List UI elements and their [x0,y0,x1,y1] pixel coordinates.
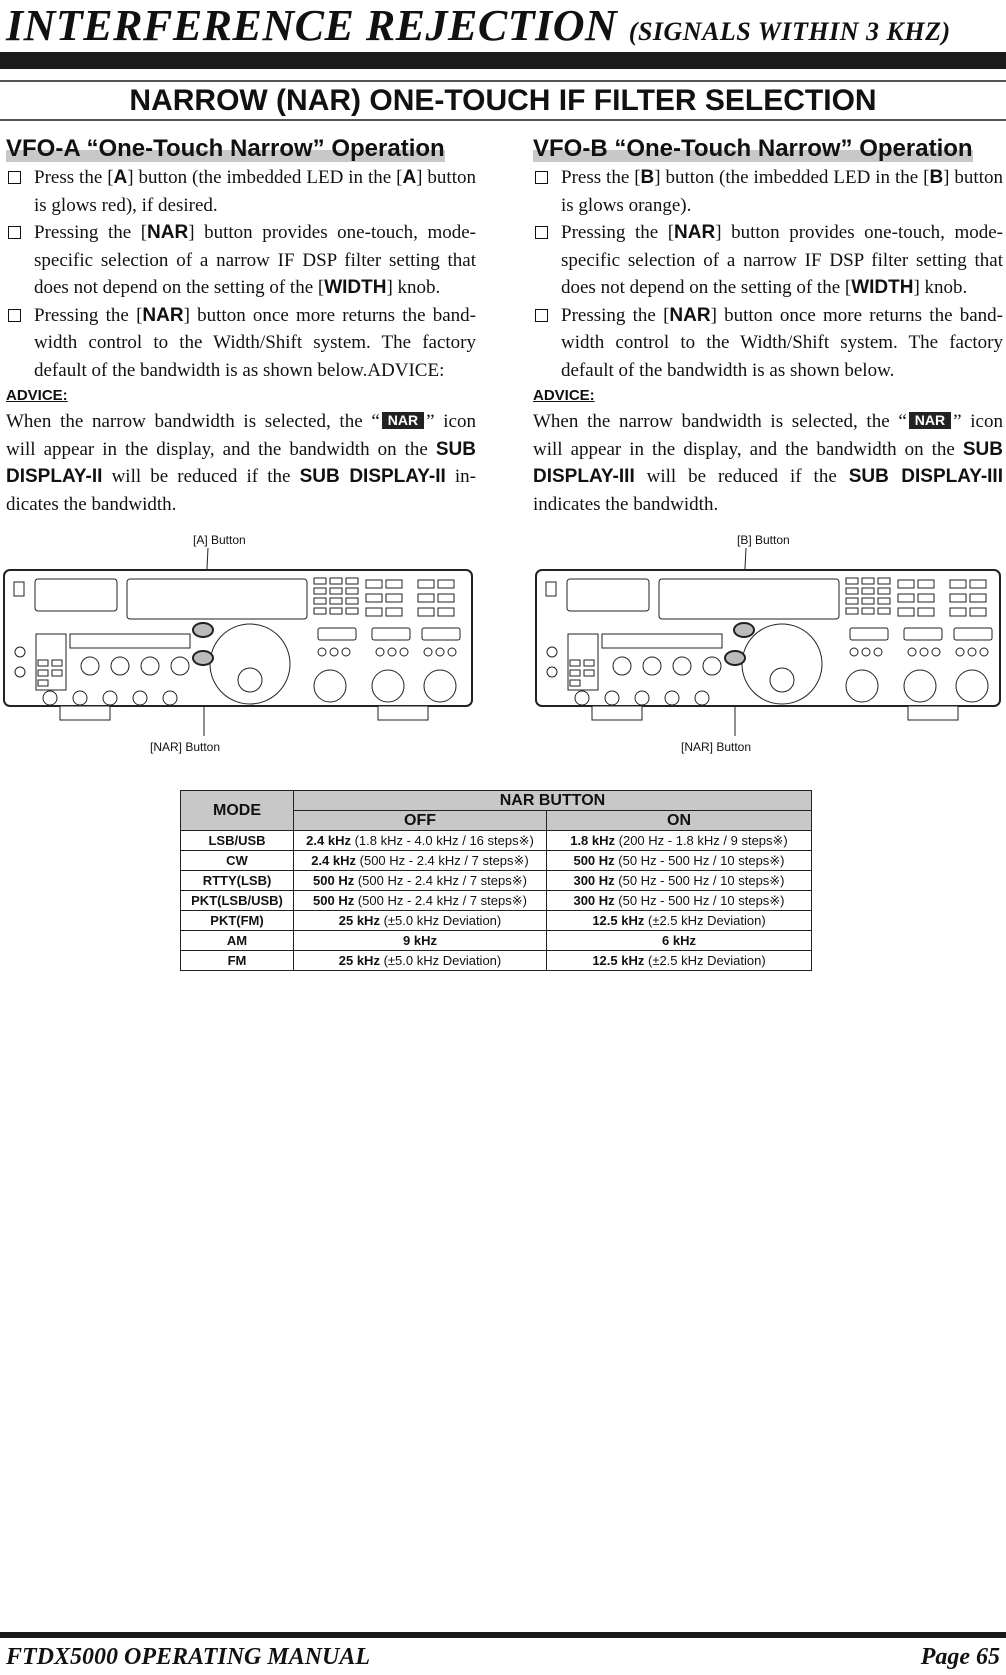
checkbox-icon [535,226,548,239]
vfo-a-step-1: Press the [A] button (the imbedded LED in the [A] button is glows red), if desired. [6,164,476,219]
b-button-callout: [B] Button [737,533,790,547]
table-row [181,871,812,891]
header-title: INTERFERENCE REJECTION [6,1,618,50]
mode-cell: PKT(FM) [181,911,294,931]
off-cell: 9 kHz [294,931,547,951]
table-header-row [181,791,812,811]
off-cell: 500 Hz (500 Hz - 2.4 kHz / 7 steps※) [294,891,547,911]
page-header-title [6,0,951,58]
vfo-a-advice-text: When the narrow bandwidth is selected, the “ NAR ” icon will appear in the display, and the bandwidth on the SUB DISPLAY-II will be reduced if the SUB DISPLAY-II in-dicates the bandwidth. [6,411,477,515]
header-subtitle: (SIGNALS WITHIN 3 KHZ) [628,17,951,46]
vfo-b-column [533,134,1003,518]
on-cell: 500 Hz (50 Hz - 500 Hz / 10 steps※) [547,851,812,871]
a-button-highlight [193,623,213,637]
vfo-b-steps [533,164,1003,384]
footer-manual-title: FTDX5000 OPERATING MANUAL [6,1644,371,1670]
checkbox-icon [535,171,548,184]
on-cell: 6 kHz [547,931,812,951]
vfo-b-heading: VFO-B “One-Touch Narrow” Operation [533,135,973,162]
on-cell: 300 Hz (50 Hz - 500 Hz / 10 steps※) [547,891,812,911]
vfo-a-heading: VFO-A “One-Touch Narrow” Operation [6,135,445,162]
mode-cell: LSB/USB [181,831,294,851]
nar-button-highlight [193,651,213,665]
vfo-a-step-2: Pressing the [NAR] button provides one-touch, mode-specific selection of a narrow IF DSP filter setting that does not depend on the setting of the [WIDTH] knob. [6,219,476,302]
mode-cell: PKT(LSB/USB) [181,891,294,911]
a-button-callout: [A] Button [193,533,246,547]
mode-cell: FM [181,951,294,971]
section-title: NARROW (NAR) ONE-TOUCH IF FILTER SELECTION [129,84,877,117]
nar-button-header: NAR BUTTON [294,791,812,811]
nar-button-callout-right: [NAR] Button [681,740,752,754]
on-cell: 12.5 kHz (±2.5 kHz Deviation) [547,951,812,971]
on-header: ON [547,811,812,831]
table-row [181,891,812,911]
table-row [181,931,812,951]
off-cell: 2.4 kHz (1.8 kHz - 4.0 kHz / 16 steps※) [294,831,547,851]
vfo-b-advice-text: When the narrow bandwidth is selected, the “ NAR ” icon will appear in the display, and the bandwidth on the SUB DISPLAY-III will be reduced if the SUB DISPLAY-III indicates the bandwidth. [533,411,1003,515]
mode-cell: CW [181,851,294,871]
section-rule-bottom [0,119,1006,121]
off-cell: 500 Hz (500 Hz - 2.4 kHz / 7 steps※) [294,871,547,891]
vfo-a-advice-heading: ADVICE: [6,387,68,404]
on-cell: 300 Hz (50 Hz - 500 Hz / 10 steps※) [547,871,812,891]
header-bar [0,52,1006,69]
vfo-b-step-1: Press the [B] button (the imbedded LED in the [B] button is glows orange). [533,164,1003,219]
table-row [181,911,812,931]
off-cell: 2.4 kHz (500 Hz - 2.4 kHz / 7 steps※) [294,851,547,871]
section-rule-top [0,80,1006,82]
off-cell: 25 kHz (±5.0 kHz Deviation) [294,951,547,971]
b-button-highlight [734,623,754,637]
vfo-a-steps [6,164,476,384]
bandwidth-table [180,790,812,971]
table-row [181,851,812,871]
mode-cell: RTTY(LSB) [181,871,294,891]
off-header: OFF [294,811,547,831]
vfo-a-column [6,134,476,518]
vfo-b-advice-heading: ADVICE: [533,387,595,404]
off-cell: 25 kHz (±5.0 kHz Deviation) [294,911,547,931]
nar-icon: NAR [909,412,951,429]
table-row [181,831,812,851]
mode-cell: AM [181,931,294,951]
footer-rule [0,1632,1006,1638]
nar-button-callout-left: [NAR] Button [150,740,221,754]
radio-illustration-right [532,548,1006,743]
nar-button-highlight [725,651,745,665]
checkbox-icon [8,309,21,322]
radio-illustration-left [0,548,480,743]
footer-page-number: Page 65 [920,1644,1000,1670]
vfo-b-step-2: Pressing the [NAR] button provides one-touch, mode-specific selection of a narrow IF DSP filter setting that does not depend on the setting of the [WIDTH] knob. [533,219,1003,302]
on-cell: 12.5 kHz (±2.5 kHz Deviation) [547,911,812,931]
checkbox-icon [8,226,21,239]
table-row [181,951,812,971]
vfo-b-step-3: Pressing the [NAR] button once more returns the band-width control to the Width/Shift system. The factory default of the bandwidth is as shown below. [533,302,1003,385]
checkbox-icon [8,171,21,184]
vfo-a-step-3: Pressing the [NAR] button once more returns the band-width control to the Width/Shift system. The factory default of the bandwidth is as shown below.ADVICE: [6,302,476,385]
checkbox-icon [535,309,548,322]
on-cell: 1.8 kHz (200 Hz - 1.8 kHz / 9 steps※) [547,831,812,851]
nar-icon: NAR [382,412,424,429]
mode-header: MODE [181,791,294,831]
